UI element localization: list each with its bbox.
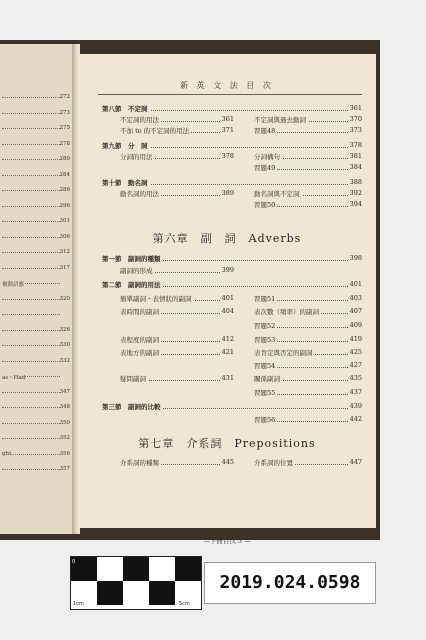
toc-row [254,163,362,173]
scale-ruler [70,556,202,610]
dot-leader [2,314,60,315]
toc-row [254,361,362,371]
chapter-heading: 第六章 副 詞 Adverbs [152,232,302,245]
left-page-number: 350 [59,419,70,426]
toc-row [120,348,234,358]
ruler-block [175,557,201,581]
toc-row [102,178,362,188]
left-page-number: 275 [59,125,70,131]
left-page-number: 273 [59,109,70,116]
toc-page-number: 425 [349,348,362,356]
toc-entry-title: 不加 to 的不定詞的用法 [120,127,190,135]
dot-leader [2,128,60,129]
dot-leader [2,206,60,207]
toc-page-number: 401 [221,294,234,302]
page-header: 新 英 文 法 目 次 [180,81,274,90]
toc-page-number: 447 [349,458,362,466]
left-page-text: ght [2,450,12,457]
ruler-block [123,557,149,581]
toc-row [254,458,362,468]
toc-entry-title: 習題49 [254,164,276,172]
dot-leader [2,190,60,191]
toc-entry-title: 表次數（頻率）的副詞 [254,308,319,316]
dot-leader [2,237,60,238]
accession-number-label: 2019.024.0598 [204,562,376,604]
toc-page-number: 394 [349,200,362,208]
dot-leader [2,159,60,160]
toc-row [120,335,234,345]
toc-page-number: 419 [349,335,362,343]
dot-leader [2,345,60,346]
right-page [78,54,376,545]
toc-page-number: 384 [349,163,362,171]
toc-entry-title: 表時間的副詞 [120,308,159,316]
toc-row [102,280,362,290]
toc-row [254,115,362,125]
toc-entry-title: 動名詞的用法 [120,190,159,198]
left-page-text: as・Had [2,375,26,381]
dot-leader [2,221,60,222]
left-page-number: 356 [59,450,70,457]
toc-row [254,126,362,136]
left-page-number: 284 [59,171,70,178]
toc-page-number: 409 [349,321,362,329]
left-page-number: 280 [59,156,70,162]
toc-entry-title: 介系詞的位置 [254,459,293,467]
left-page-number: 326 [59,326,70,333]
left-page-number: 296 [59,202,70,209]
ruler-block [149,581,175,605]
left-page-number: 332 [59,357,70,364]
toc-entry-title: 表地方的副詞 [120,349,159,357]
toc-entry-title: 關係副詞 [254,375,280,383]
toc-entry-title: 習題52 [254,322,276,330]
toc-row [102,402,362,412]
dot-leader [2,361,60,362]
toc-entry-title: 第一節 副詞的種類 [102,255,161,263]
toc-page-number: 398 [349,254,362,262]
toc-row [120,115,234,125]
toc-page-number: 407 [349,307,362,315]
toc-row [120,126,234,136]
toc-entry-title: 第八節 不定詞 [102,105,148,113]
dot-leader [2,469,60,470]
left-page-number: 348 [59,404,70,410]
dot-leader [2,423,60,424]
toc-row [254,415,362,425]
toc-page-number: 361 [221,115,234,123]
toc-page-number: 392 [349,189,362,197]
toc-entry-title: 動名詞與不定詞 [254,190,300,198]
dot-leader [2,330,60,331]
toc-entry-title: 習題56 [254,416,276,424]
toc-entry-title: 習題55 [254,389,276,397]
toc-entry-title: 簡單副詞・表情狀的副詞 [120,295,192,303]
toc-page-number: 431 [221,374,234,382]
toc-row [254,200,362,210]
toc-page-number: 412 [221,335,234,343]
toc-page-number: 435 [349,374,362,382]
toc-row [254,152,362,162]
toc-entry-title: 習題50 [254,201,276,209]
toc-page-number: 388 [349,178,362,186]
left-page-number: 301 [59,218,70,224]
toc-row [102,254,362,264]
left-page-number: 312 [59,249,70,255]
toc-entry-title: 不定詞的用法 [120,116,159,124]
page-footer: —下冊目次 3 — [203,537,251,545]
dot-leader [2,113,60,114]
toc-entry-title: 第九節 分 詞 [102,142,148,150]
toc-row [120,294,234,304]
left-page-text: 被動語態 [2,282,25,288]
left-page-number: 278 [59,140,70,147]
toc-page-number: 421 [221,348,234,356]
toc-row [120,266,234,276]
dot-leader [2,175,60,176]
left-page-number: 272 [59,94,70,100]
toc-row [254,307,362,317]
toc-row [120,458,234,468]
dot-leader [2,299,60,300]
toc-row [102,104,362,114]
toc-row [120,189,234,199]
toc-entry-title: 第三節 副詞的比較 [102,403,161,411]
dot-leader [2,268,60,269]
dot-leader [2,144,60,145]
dot-leader [2,438,60,439]
left-page-number: 320 [59,295,70,302]
left-page-number: 347 [59,388,70,395]
left-page-number: 286 [59,187,70,193]
toc-entry-title: 習題54 [254,362,276,370]
toc-entry-title: 疑問副詞 [120,375,146,383]
toc-page-number: 399 [221,266,234,274]
ruler-label: 0 [72,559,76,565]
toc-page-number: 445 [221,458,234,466]
toc-row [120,152,234,162]
toc-page-number: 378 [221,152,234,160]
header-rule [98,94,362,95]
ruler-block [97,581,123,605]
toc-row [254,348,362,358]
left-page-number: 306 [59,233,70,240]
left-page-number: 357 [59,466,70,472]
toc-page-number: 371 [221,126,234,134]
toc-row [102,141,362,151]
toc-entry-title: 表肯定與否定的副詞 [254,349,313,357]
ruler-label: 1cm [73,601,84,607]
toc-row [254,189,362,199]
toc-page-number: 437 [349,388,362,396]
toc-entry-title: 第二節 副詞的用法 [102,281,161,289]
toc-entry-title: 介系詞的種類 [120,459,159,467]
toc-row [254,321,362,331]
toc-page-number: 427 [349,361,362,369]
toc-row [254,388,362,398]
ruler-label: 5cm [179,601,190,607]
left-page-number: 330 [59,342,70,348]
chapter-heading: 第七章 介系詞 Prepositions [138,437,316,450]
toc-entry-title: 分詞的用法 [120,153,153,161]
toc-entry-title: 分詞構句 [254,153,280,161]
toc-entry-title: 習題51 [254,295,276,303]
left-page-number: 352 [59,435,70,441]
toc-page-number: 373 [349,126,362,134]
toc-row [254,294,362,304]
toc-entry-title: 第十節 動名詞 [102,179,148,187]
left-page [0,44,74,534]
toc-row [254,335,362,345]
toc-row [120,307,234,317]
dot-leader [2,392,60,393]
toc-entry-title: 習題48 [254,127,276,135]
toc-entry-title: 副詞的形成 [120,267,153,275]
toc-page-number: 404 [221,307,234,315]
toc-entry-title: 習題53 [254,336,276,344]
toc-entry-title: 不定詞與過去動詞 [254,116,306,124]
dot-leader [2,407,60,408]
toc-page-number: 361 [349,104,362,112]
toc-page-number: 378 [349,141,362,149]
toc-page-number: 401 [349,280,362,288]
toc-entry-title: 表程度的副詞 [120,336,159,344]
toc-row [254,374,362,384]
dot-leader [2,252,60,253]
left-page-number: 317 [59,264,70,271]
toc-page-number: 370 [349,115,362,123]
toc-page-number: 389 [221,189,234,197]
toc-page-number: 439 [349,402,362,410]
toc-page-number: 403 [349,294,362,302]
toc-page-number: 381 [349,152,362,160]
dot-leader [2,97,60,98]
toc-page-number: 442 [349,415,362,423]
toc-row [120,374,234,384]
